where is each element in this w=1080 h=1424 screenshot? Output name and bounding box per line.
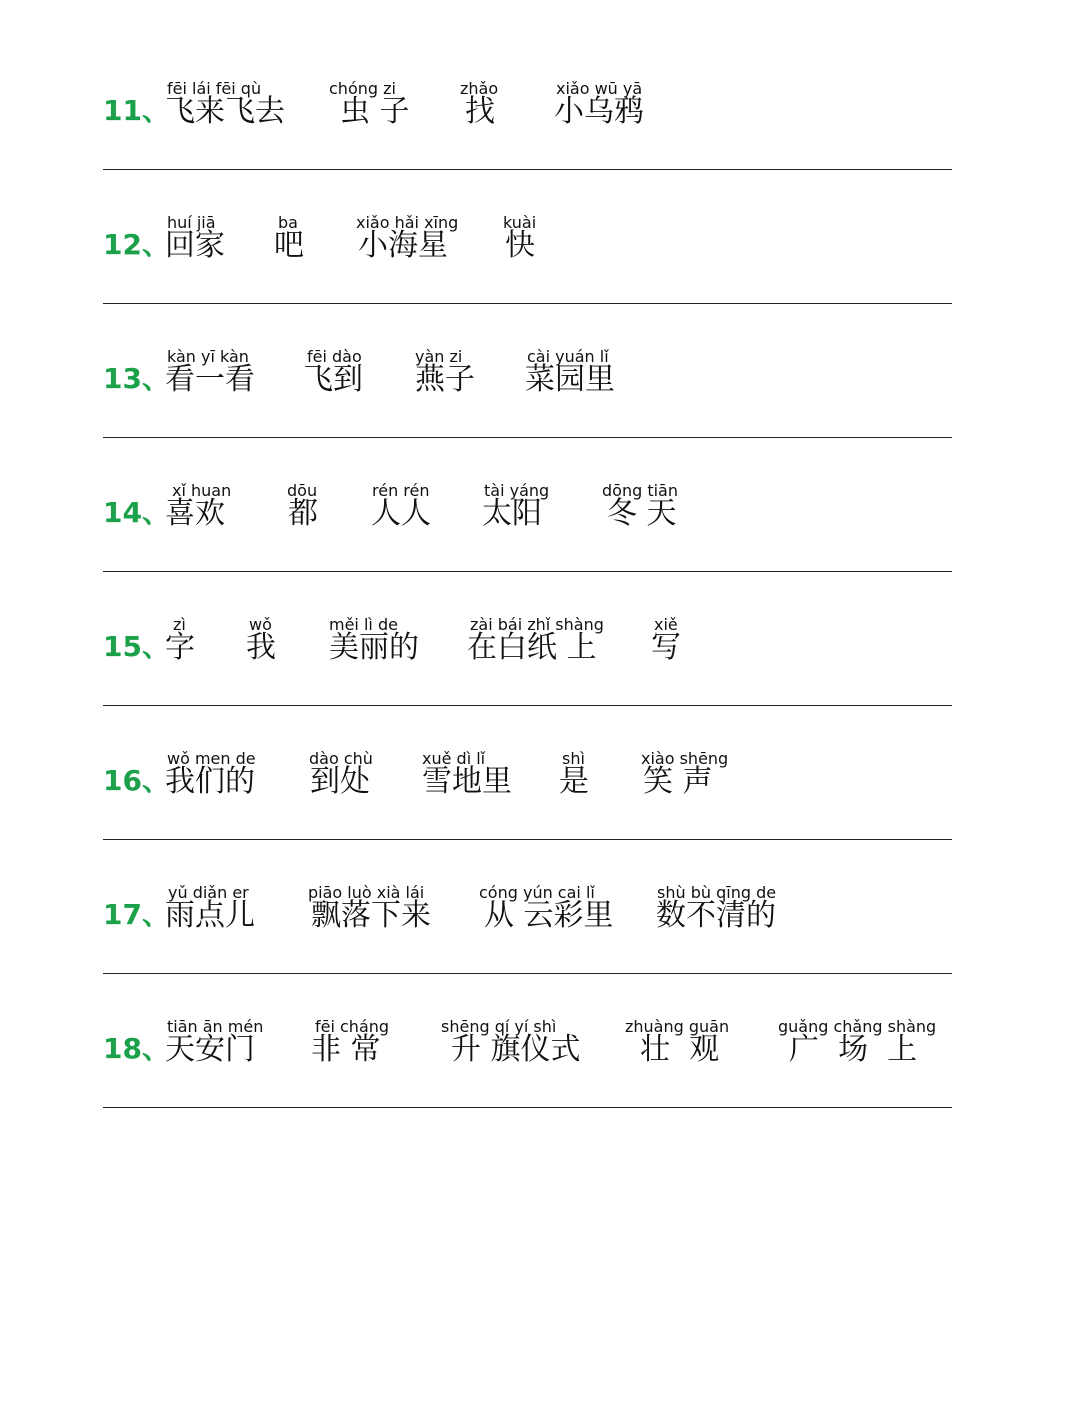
pinyin-label: rén rén	[372, 481, 430, 500]
exercise-16	[0, 688, 1080, 822]
pinyin-label: xiǎo hǎi xīng	[356, 213, 459, 232]
hanzi-text: 非 常	[311, 1032, 381, 1067]
hanzi-text: 广 场 上	[789, 1032, 918, 1067]
hanzi-text: 美丽的	[329, 630, 419, 665]
exercise-15	[0, 554, 1080, 688]
pinyin-label: chóng zi	[329, 79, 396, 98]
exercise-17	[0, 822, 1080, 956]
exercise-number: 12、	[103, 228, 170, 261]
pinyin-label: shù bù qīng de	[657, 883, 777, 902]
hanzi-text: 虫 子	[340, 94, 410, 129]
pinyin-label: wǒ	[249, 615, 272, 634]
pinyin-label: fēi lái fēi qù	[167, 79, 262, 98]
hanzi-text: 小海星	[358, 228, 448, 263]
pinyin-label: yàn zi	[415, 347, 463, 366]
exercise-number: 11、	[103, 94, 170, 127]
exercise-number: 14、	[103, 496, 170, 529]
answer-line	[103, 1107, 952, 1108]
pinyin-label: tiān ān mén	[167, 1017, 264, 1036]
exercise-14	[0, 420, 1080, 554]
hanzi-text: 我	[246, 630, 276, 665]
pinyin-label: xiě	[654, 615, 678, 634]
hanzi-text: 从 云彩里	[484, 898, 614, 933]
pinyin-label: zhǎo	[460, 79, 499, 98]
pinyin-label: huí jiā	[167, 213, 216, 232]
pinyin-label: xiào shēng	[641, 749, 729, 768]
hanzi-text: 雪地里	[422, 764, 512, 799]
hanzi-text: 快	[505, 228, 535, 263]
exercise-number: 16、	[103, 764, 170, 797]
pinyin-label: fēi dào	[307, 347, 362, 366]
hanzi-text: 到处	[310, 764, 370, 799]
hanzi-text: 冬 天	[607, 496, 677, 531]
pinyin-label: wǒ men de	[167, 749, 256, 768]
hanzi-text: 在白纸 上	[467, 630, 597, 665]
pinyin-label: zì	[173, 615, 186, 634]
hanzi-text: 是	[559, 764, 589, 799]
hanzi-text: 回家	[165, 228, 225, 263]
exercise-number: 17、	[103, 898, 170, 931]
pinyin-label: piāo luò xià lái	[308, 883, 425, 902]
hanzi-text: 雨点儿	[165, 898, 255, 933]
hanzi-text: 升 旗仪式	[451, 1032, 581, 1067]
hanzi-text: 人人	[371, 496, 431, 531]
exercise-18	[0, 956, 1080, 1090]
exercise-12	[0, 152, 1080, 286]
hanzi-text: 菜园里	[525, 362, 615, 397]
pinyin-label: kàn yī kàn	[167, 347, 249, 366]
pinyin-label: guǎng chǎng shàng	[778, 1017, 937, 1036]
exercise-number: 13、	[103, 362, 170, 395]
pinyin-label: shì	[562, 749, 585, 768]
pinyin-label: shēng qí yí shì	[441, 1017, 557, 1036]
hanzi-text: 壮 观	[640, 1032, 720, 1067]
pinyin-label: dào chù	[309, 749, 373, 768]
exercise-13	[0, 286, 1080, 420]
pinyin-label: xuě dì lǐ	[422, 749, 486, 768]
hanzi-text: 飞到	[303, 362, 363, 397]
hanzi-text: 喜欢	[165, 496, 225, 531]
exercise-number: 18、	[103, 1032, 170, 1065]
hanzi-text: 字	[165, 630, 195, 665]
pinyin-label: zhuàng guān	[625, 1017, 730, 1036]
hanzi-text: 小乌鸦	[554, 94, 644, 129]
hanzi-text: 天安门	[165, 1032, 255, 1067]
hanzi-text: 飘落下来	[311, 898, 431, 933]
pinyin-label: yǔ diǎn er	[168, 883, 249, 902]
pinyin-label: xiǎo wū yā	[556, 79, 643, 98]
hanzi-text: 都	[288, 496, 318, 531]
hanzi-text: 写	[651, 630, 681, 665]
hanzi-text: 吧	[274, 228, 304, 263]
exercise-number: 15、	[103, 630, 170, 663]
hanzi-text: 太阳	[482, 496, 542, 531]
pinyin-label: tài yáng	[484, 481, 550, 500]
pinyin-label: zài bái zhǐ shàng	[470, 615, 604, 634]
hanzi-text: 看一看	[165, 362, 255, 397]
exercise-11	[0, 18, 1080, 152]
hanzi-text: 我们的	[165, 764, 255, 799]
hanzi-text: 燕子	[415, 362, 475, 397]
pinyin-label: dōng tiān	[602, 481, 678, 500]
pinyin-label: dōu	[287, 481, 318, 500]
pinyin-label: ba	[278, 213, 298, 232]
hanzi-text: 找	[465, 94, 495, 129]
pinyin-label: xǐ huan	[172, 481, 232, 500]
hanzi-text: 数不清的	[656, 898, 776, 933]
pinyin-label: kuài	[503, 213, 537, 232]
pinyin-label: cóng yún cai lǐ	[479, 883, 595, 902]
hanzi-text: 飞来飞去	[165, 94, 285, 129]
pinyin-label: cài yuán lǐ	[527, 347, 609, 366]
hanzi-text: 笑 声	[643, 764, 713, 799]
pinyin-label: fēi cháng	[315, 1017, 390, 1036]
pinyin-label: měi lì de	[329, 615, 398, 634]
